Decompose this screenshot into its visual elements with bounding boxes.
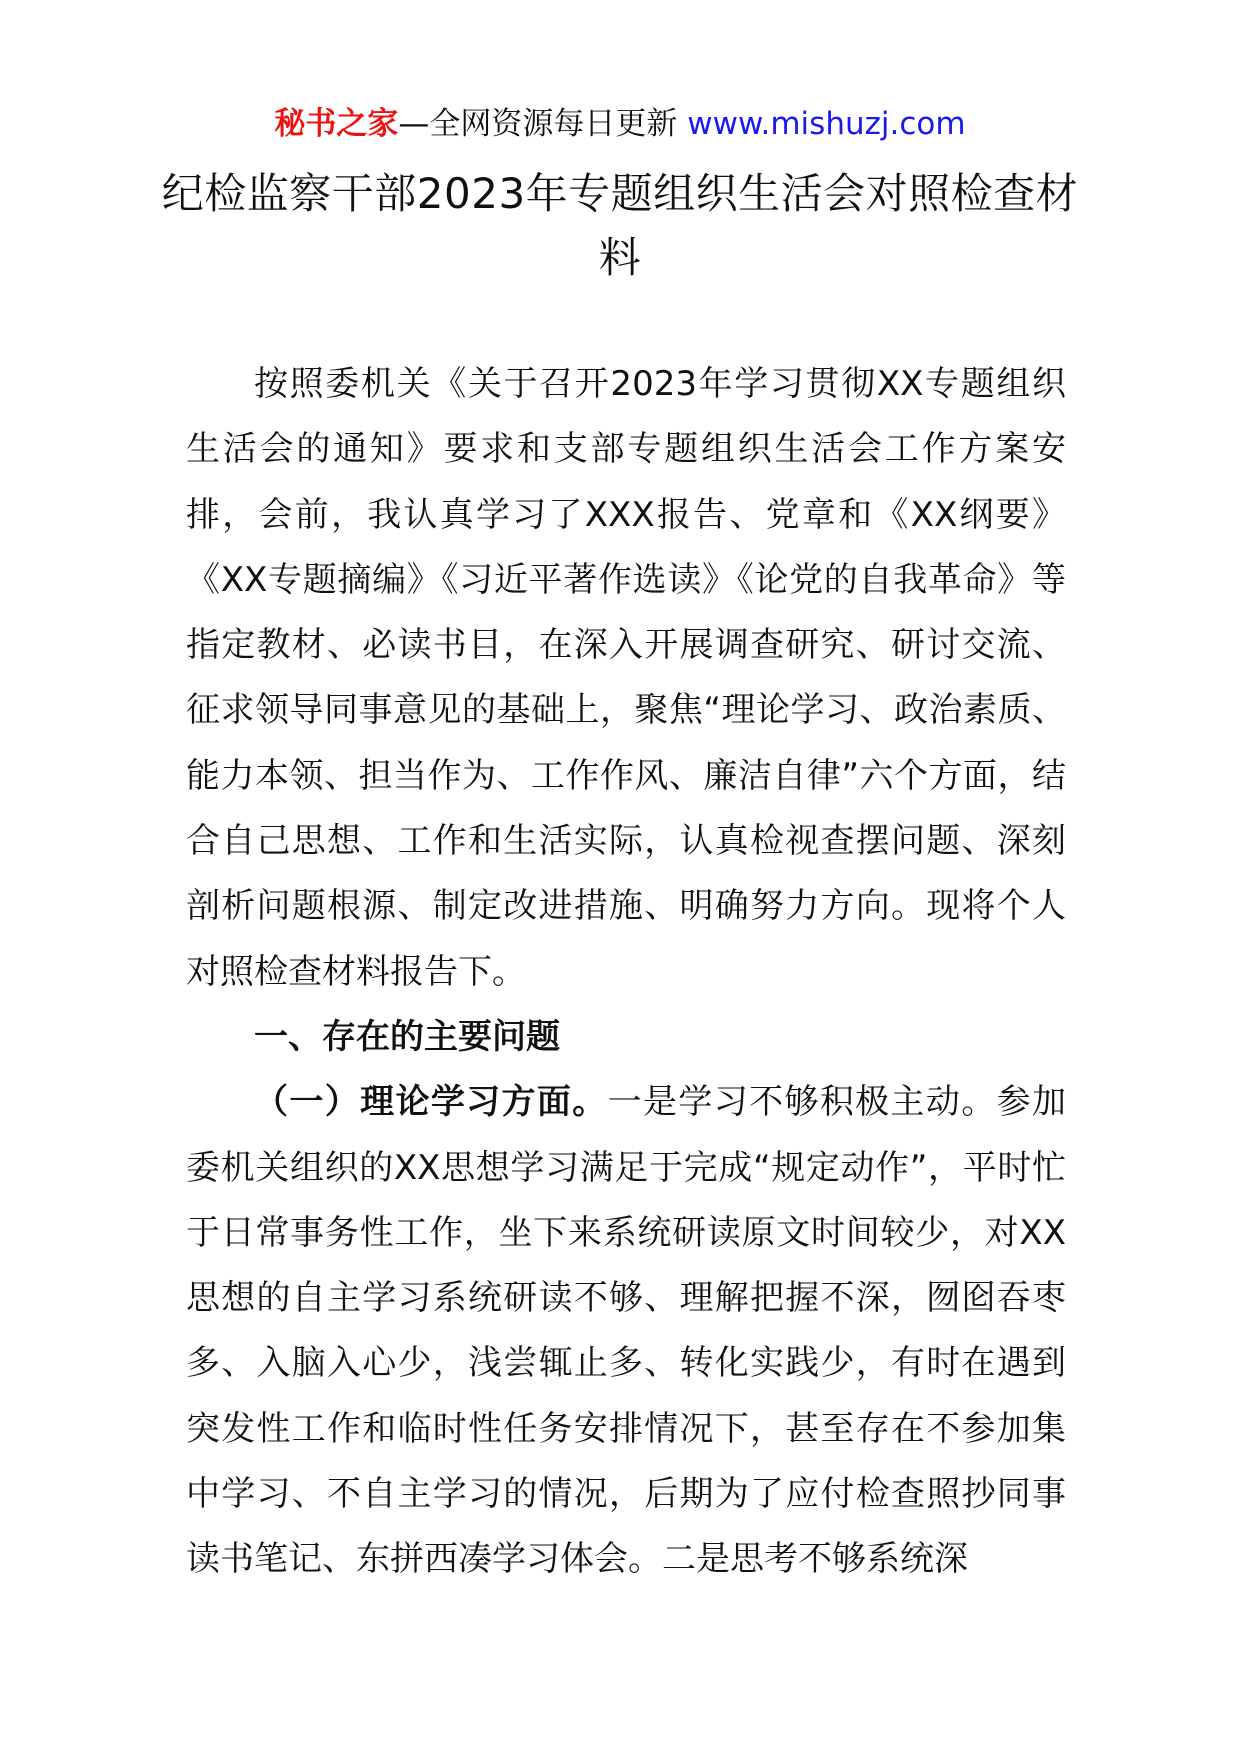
document-body — [186, 352, 1066, 1593]
intro-paragraph: 按照委机关《关于召开2023年学习贯彻XX专题组织生活会的通知》要求和支部专题组织生活会工作方案安排，会前，我认真学习了XXX报告、党章和《XX纲要》《XX专题摘编》《习近平著作选读》《论党的自我革命》等指定教材、必读书目，在深入开展调查研究、研讨交流、征求领导同事意见的基础上，聚焦“理论学习、政治素质、能力本领、担当作为、工作作风、廉洁自律”六个方面，结合自己思想、工作和生活实际，认真检视查摆问题、深刻剖析问题根源、制定改进措施、明确努力方向。现将个人对照检查材料报告下。 — [186, 364, 1066, 992]
site-slogan: —全网资源每日更新 — [398, 106, 678, 142]
subsection-text: 一是学习不够积极主动。参加委机关组织的XX思想学习满足于完成“规定动作”，平时忙于日常事务性工作，坐下来系统研读原文时间较少，对XX思想的自主学习系统研读不够、理解把握不深，囫囵吞枣多、入脑入心少，浅尝辄止多、转化实践少，有时在遇到突发性工作和临时性任务安排情况下，甚至存在不参加集中学习、不自主学习的情况，后期为了应付检查照抄同事读书笔记、东拼西凑学习体会。二是思考不够系统深 — [186, 1082, 1067, 1580]
subsection-paragraph — [186, 1070, 1066, 1592]
subsection-heading: （一）理论学习方面。 — [254, 1082, 608, 1123]
document-title: 纪检监察干部2023年专题组织生活会对照检查材料 — [161, 169, 1079, 282]
site-url-link[interactable]: www.mishuzj.com — [687, 106, 966, 142]
site-brand: 秘书之家 — [274, 106, 399, 142]
section-heading: 一、存在的主要问题 — [254, 1016, 560, 1057]
site-header — [0, 102, 1240, 146]
